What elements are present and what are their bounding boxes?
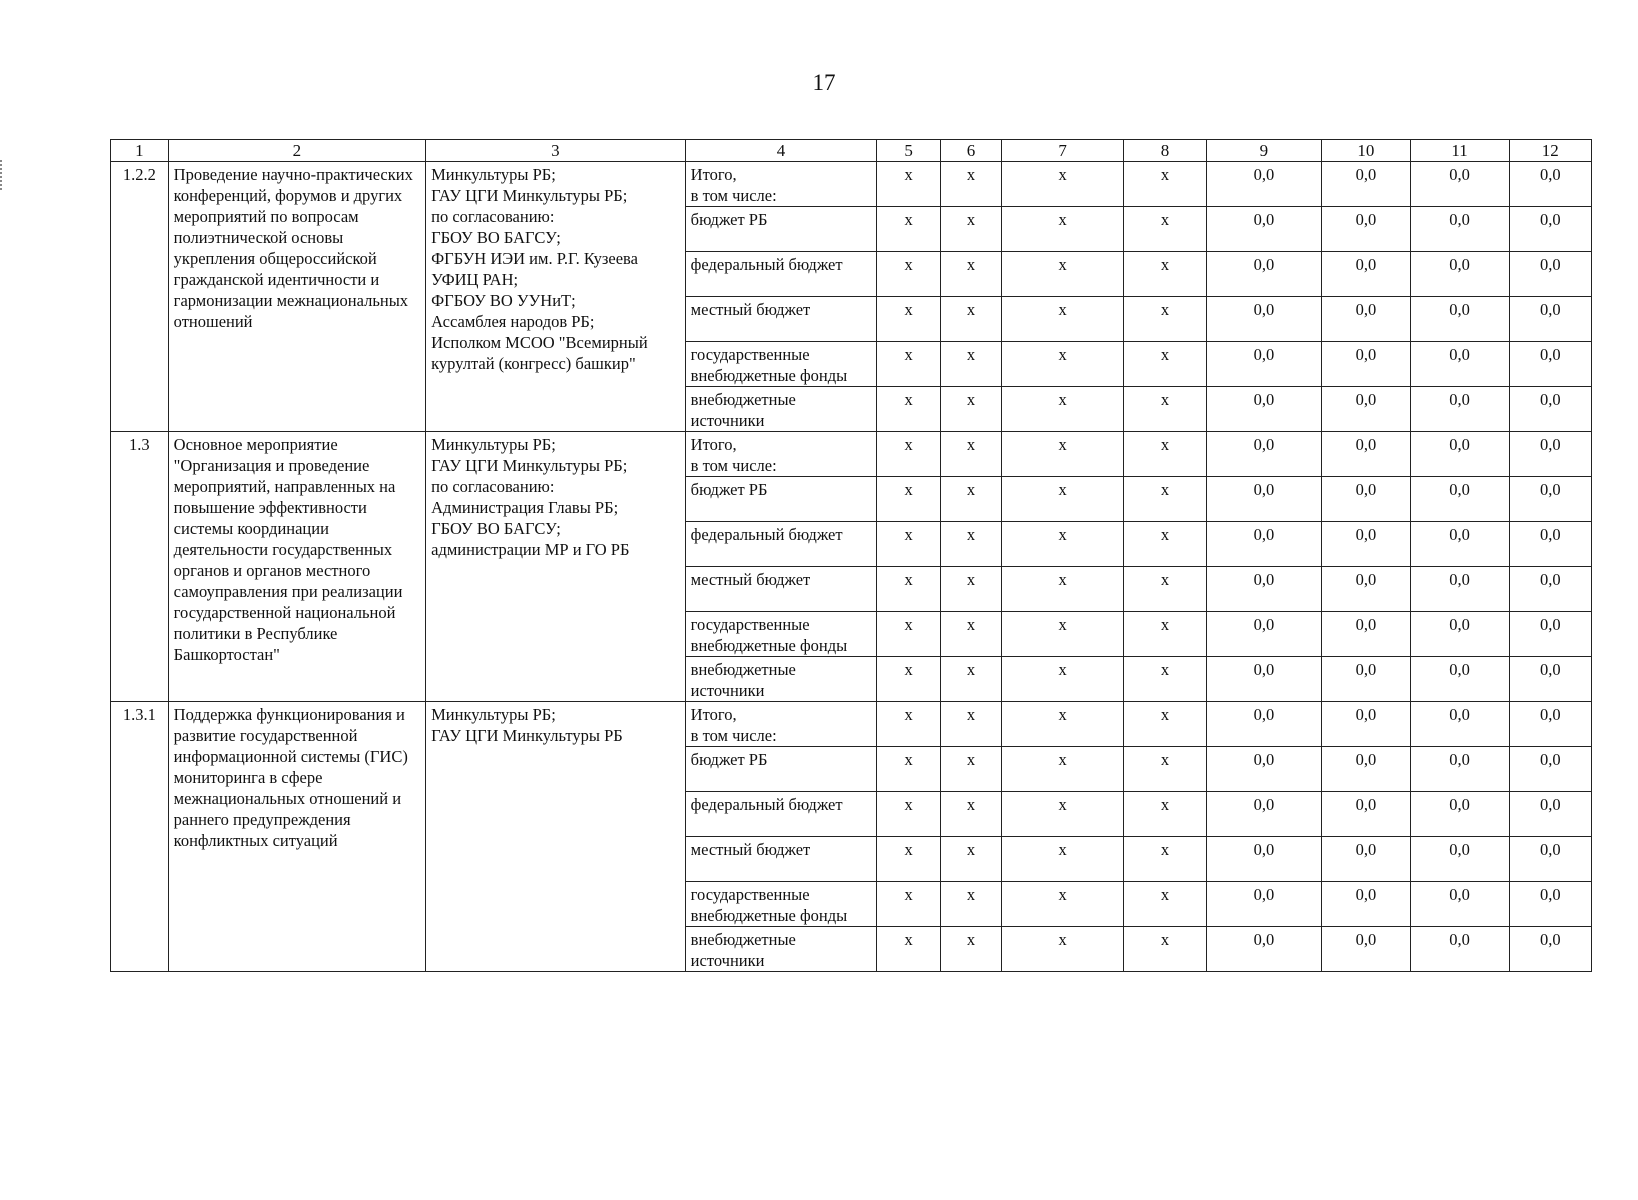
cell-c11: 0,0 [1410,747,1509,792]
cell-c6: x [941,792,1002,837]
cell-c6: x [941,612,1002,657]
cell-c10: 0,0 [1322,297,1411,342]
cell-c8: x [1124,612,1206,657]
cell-c10: 0,0 [1322,927,1411,972]
table-body [111,162,1592,972]
cell-c6: x [941,207,1002,252]
cell-c11: 0,0 [1410,162,1509,207]
cell-c12: 0,0 [1509,927,1591,972]
cell-c5: x [877,477,941,522]
funding-source: государственные внебюджетные фонды [685,882,877,927]
cell-c9: 0,0 [1206,522,1321,567]
cell-c10: 0,0 [1322,252,1411,297]
section-title: Основное мероприятие "Организация и проведение мероприятий, направленных на повышение эффективности системы координации деятельности государственных органов и органов местного самоуправления при реализации государственной национальной политики в Республике Башкортостан" [168,432,425,702]
funding-source: местный бюджет [685,837,877,882]
cell-c7: x [1001,387,1124,432]
cell-c10: 0,0 [1322,747,1411,792]
funding-source: бюджет РБ [685,207,877,252]
column-number: 7 [1001,140,1124,162]
cell-c12: 0,0 [1509,837,1591,882]
cell-c10: 0,0 [1322,882,1411,927]
cell-c5: x [877,882,941,927]
cell-c5: x [877,207,941,252]
cell-c11: 0,0 [1410,432,1509,477]
cell-c12: 0,0 [1509,612,1591,657]
cell-c6: x [941,522,1002,567]
cell-c5: x [877,162,941,207]
column-number: 6 [941,140,1002,162]
cell-c7: x [1001,162,1124,207]
cell-c7: x [1001,837,1124,882]
column-number: 1 [111,140,169,162]
cell-c11: 0,0 [1410,612,1509,657]
table-row [111,162,1592,207]
funding-source: местный бюджет [685,297,877,342]
cell-c6: x [941,747,1002,792]
cell-c10: 0,0 [1322,522,1411,567]
cell-c7: x [1001,927,1124,972]
cell-c10: 0,0 [1322,702,1411,747]
cell-c6: x [941,297,1002,342]
funding-source: федеральный бюджет [685,792,877,837]
cell-c6: x [941,837,1002,882]
funding-source: Итого, в том числе: [685,162,877,207]
section-code: 1.2.2 [111,162,169,432]
cell-c10: 0,0 [1322,387,1411,432]
cell-c5: x [877,297,941,342]
funding-source: федеральный бюджет [685,522,877,567]
section-code: 1.3 [111,432,169,702]
cell-c10: 0,0 [1322,477,1411,522]
cell-c7: x [1001,792,1124,837]
cell-c7: x [1001,432,1124,477]
funding-source: федеральный бюджет [685,252,877,297]
cell-c7: x [1001,297,1124,342]
cell-c7: x [1001,252,1124,297]
cell-c6: x [941,342,1002,387]
section-executors: Минкультуры РБ; ГАУ ЦГИ Минкультуры РБ; по согласованию: ГБОУ ВО БАГСУ; ФГБУН ИЭИ им. Р.Г. Кузеева УФИЦ РАН; ФГБОУ ВО УУНиТ; Ассамблея народов РБ; Исполком МСОО "Всемирный курултай (конгресс) башкир" [426,162,686,432]
cell-c9: 0,0 [1206,387,1321,432]
cell-c5: x [877,927,941,972]
cell-c10: 0,0 [1322,162,1411,207]
cell-c12: 0,0 [1509,387,1591,432]
funding-source: Итого, в том числе: [685,702,877,747]
cell-c5: x [877,792,941,837]
scan-edge-mark [0,160,4,190]
cell-c10: 0,0 [1322,612,1411,657]
cell-c8: x [1124,297,1206,342]
section-code: 1.3.1 [111,702,169,972]
cell-c12: 0,0 [1509,747,1591,792]
cell-c5: x [877,612,941,657]
table-row [111,432,1592,477]
cell-c5: x [877,342,941,387]
cell-c8: x [1124,342,1206,387]
cell-c9: 0,0 [1206,657,1321,702]
cell-c11: 0,0 [1410,702,1509,747]
cell-c7: x [1001,702,1124,747]
funding-source: внебюджетные источники [685,657,877,702]
cell-c5: x [877,702,941,747]
column-number: 3 [426,140,686,162]
funding-source: внебюджетные источники [685,927,877,972]
cell-c6: x [941,702,1002,747]
cell-c8: x [1124,252,1206,297]
cell-c11: 0,0 [1410,837,1509,882]
section-title: Поддержка функционирования и развитие государственной информационной системы (ГИС) мониторинга в сфере межнациональных отношений и раннего предупреждения конфликтных ситуаций [168,702,425,972]
cell-c11: 0,0 [1410,207,1509,252]
cell-c5: x [877,657,941,702]
cell-c7: x [1001,477,1124,522]
cell-c9: 0,0 [1206,792,1321,837]
cell-c6: x [941,477,1002,522]
funding-source: бюджет РБ [685,477,877,522]
cell-c11: 0,0 [1410,342,1509,387]
cell-c8: x [1124,522,1206,567]
funding-source: Итого, в том числе: [685,432,877,477]
cell-c9: 0,0 [1206,342,1321,387]
cell-c6: x [941,432,1002,477]
funding-source: внебюджетные источники [685,387,877,432]
cell-c8: x [1124,702,1206,747]
cell-c12: 0,0 [1509,567,1591,612]
cell-c8: x [1124,162,1206,207]
cell-c8: x [1124,927,1206,972]
cell-c12: 0,0 [1509,342,1591,387]
cell-c10: 0,0 [1322,207,1411,252]
column-number: 9 [1206,140,1321,162]
cell-c8: x [1124,747,1206,792]
cell-c8: x [1124,387,1206,432]
cell-c8: x [1124,567,1206,612]
cell-c7: x [1001,747,1124,792]
column-number: 10 [1322,140,1411,162]
cell-c11: 0,0 [1410,252,1509,297]
cell-c11: 0,0 [1410,567,1509,612]
cell-c9: 0,0 [1206,612,1321,657]
cell-c11: 0,0 [1410,387,1509,432]
cell-c8: x [1124,882,1206,927]
page-number: 17 [812,70,836,95]
cell-c7: x [1001,612,1124,657]
column-number: 11 [1410,140,1509,162]
section-title: Проведение научно-практических конференций, форумов и других мероприятий по вопросам полиэтнической основы укрепления общероссийской гражданской идентичности и гармонизации межнациональных отношений [168,162,425,432]
funding-source: государственные внебюджетные фонды [685,612,877,657]
cell-c7: x [1001,342,1124,387]
cell-c9: 0,0 [1206,432,1321,477]
cell-c8: x [1124,207,1206,252]
cell-c10: 0,0 [1322,432,1411,477]
cell-c9: 0,0 [1206,882,1321,927]
cell-c12: 0,0 [1509,477,1591,522]
cell-c8: x [1124,837,1206,882]
cell-c12: 0,0 [1509,162,1591,207]
cell-c5: x [877,252,941,297]
cell-c6: x [941,162,1002,207]
cell-c10: 0,0 [1322,792,1411,837]
cell-c6: x [941,567,1002,612]
funding-source: местный бюджет [685,567,877,612]
cell-c7: x [1001,207,1124,252]
cell-c9: 0,0 [1206,207,1321,252]
section-executors: Минкультуры РБ; ГАУ ЦГИ Минкультуры РБ [426,702,686,972]
cell-c9: 0,0 [1206,162,1321,207]
cell-c9: 0,0 [1206,297,1321,342]
table-row [111,702,1592,747]
cell-c5: x [877,837,941,882]
cell-c10: 0,0 [1322,837,1411,882]
cell-c8: x [1124,477,1206,522]
budget-table [110,139,1592,972]
cell-c12: 0,0 [1509,882,1591,927]
cell-c9: 0,0 [1206,477,1321,522]
cell-c7: x [1001,882,1124,927]
cell-c12: 0,0 [1509,297,1591,342]
cell-c9: 0,0 [1206,567,1321,612]
cell-c12: 0,0 [1509,432,1591,477]
cell-c6: x [941,657,1002,702]
cell-c12: 0,0 [1509,657,1591,702]
cell-c8: x [1124,432,1206,477]
cell-c7: x [1001,522,1124,567]
cell-c11: 0,0 [1410,882,1509,927]
cell-c9: 0,0 [1206,252,1321,297]
cell-c6: x [941,252,1002,297]
cell-c5: x [877,747,941,792]
cell-c7: x [1001,567,1124,612]
column-number: 5 [877,140,941,162]
cell-c5: x [877,567,941,612]
cell-c8: x [1124,657,1206,702]
cell-c6: x [941,927,1002,972]
section-executors: Минкультуры РБ; ГАУ ЦГИ Минкультуры РБ; по согласованию: Администрация Главы РБ; ГБОУ ВО БАГСУ; администрации МР и ГО РБ [426,432,686,702]
cell-c7: x [1001,657,1124,702]
cell-c5: x [877,522,941,567]
column-number: 12 [1509,140,1591,162]
cell-c12: 0,0 [1509,702,1591,747]
column-number: 2 [168,140,425,162]
cell-c6: x [941,387,1002,432]
cell-c10: 0,0 [1322,567,1411,612]
cell-c12: 0,0 [1509,522,1591,567]
cell-c12: 0,0 [1509,792,1591,837]
cell-c9: 0,0 [1206,927,1321,972]
cell-c12: 0,0 [1509,207,1591,252]
cell-c11: 0,0 [1410,297,1509,342]
column-number: 4 [685,140,877,162]
cell-c12: 0,0 [1509,252,1591,297]
cell-c11: 0,0 [1410,792,1509,837]
cell-c9: 0,0 [1206,702,1321,747]
cell-c10: 0,0 [1322,657,1411,702]
cell-c11: 0,0 [1410,477,1509,522]
funding-source: государственные внебюджетные фонды [685,342,877,387]
cell-c9: 0,0 [1206,747,1321,792]
cell-c6: x [941,882,1002,927]
column-number-row [111,140,1592,162]
cell-c5: x [877,387,941,432]
cell-c11: 0,0 [1410,522,1509,567]
cell-c8: x [1124,792,1206,837]
cell-c10: 0,0 [1322,342,1411,387]
cell-c11: 0,0 [1410,657,1509,702]
cell-c11: 0,0 [1410,927,1509,972]
funding-source: бюджет РБ [685,747,877,792]
cell-c9: 0,0 [1206,837,1321,882]
column-number: 8 [1124,140,1206,162]
cell-c5: x [877,432,941,477]
